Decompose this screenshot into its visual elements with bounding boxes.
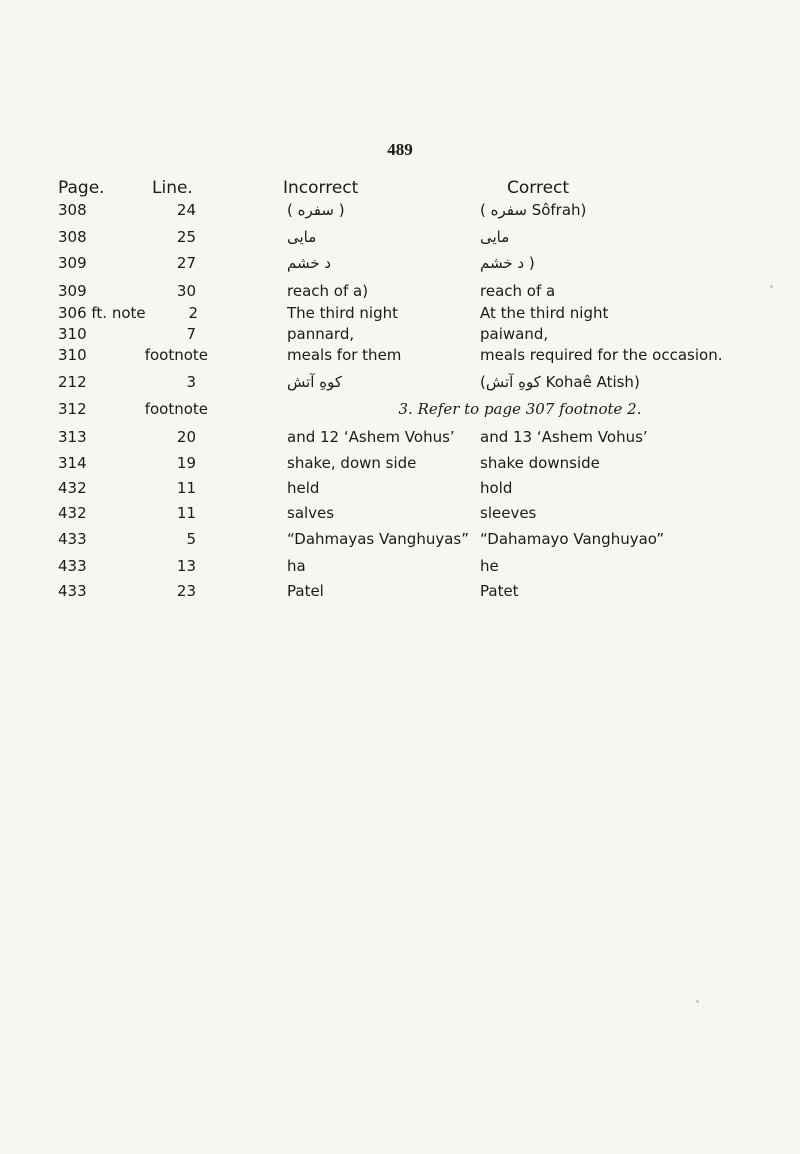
line-cell: footnote	[144, 400, 208, 418]
page-cell: 308	[58, 228, 87, 246]
incorrect-cell: held	[287, 479, 320, 497]
page-cell: 212	[58, 373, 87, 391]
page-cell: 433	[58, 557, 87, 575]
paper-speck	[770, 285, 773, 288]
table-row	[0, 282, 800, 304]
correct-cell: sleeves	[480, 504, 537, 522]
table-row	[0, 504, 800, 526]
page-cell: 432	[58, 479, 87, 497]
line-cell: 5	[186, 530, 196, 548]
correct-cell: “Dahamayo Vanghuyao”	[480, 530, 665, 548]
line-cell: 2	[188, 304, 198, 322]
page-cell: 433	[58, 530, 87, 548]
correct-cell: hold	[480, 479, 513, 497]
table-row	[0, 228, 800, 250]
page-cell: 433	[58, 582, 87, 600]
page-number: 489	[387, 140, 413, 159]
line-cell: 23	[176, 582, 196, 600]
correct-cell: مایی	[480, 228, 510, 246]
page-cell: 313	[58, 428, 87, 446]
line-cell: 3	[186, 373, 196, 391]
incorrect-cell: د خشم	[287, 254, 332, 272]
line-cell: 11	[176, 504, 196, 522]
correct-cell: د خشم )	[480, 254, 535, 272]
incorrect-cell: salves	[287, 504, 335, 522]
table-row	[0, 400, 800, 422]
table-row	[0, 582, 800, 604]
incorrect-cell: “Dahmayas Vanghuyas”	[287, 530, 469, 548]
table-row	[0, 428, 800, 450]
line-cell: 7	[186, 325, 196, 343]
table-row	[0, 346, 800, 368]
correct-cell: paiwand,	[480, 325, 549, 343]
page-cell: 310	[58, 325, 87, 343]
merged-correction-cell: 3. Refer to page 307 footnote 2.	[398, 400, 642, 418]
line-cell: 20	[176, 428, 196, 446]
page-cell: 312	[58, 400, 87, 418]
paper-speck	[696, 1000, 699, 1003]
incorrect-cell: ( سفره )	[287, 201, 345, 219]
correct-cell: At the third night	[480, 304, 609, 322]
incorrect-cell: reach of a)	[287, 282, 369, 300]
incorrect-cell: کوهِ آتش	[287, 373, 342, 391]
table-row	[0, 201, 800, 223]
header-line: Line.	[152, 178, 193, 198]
page-cell: 309	[58, 254, 87, 272]
incorrect-cell: meals for them	[287, 346, 402, 364]
page-cell: 432	[58, 504, 87, 522]
header-page: Page.	[58, 178, 105, 198]
table-row	[0, 454, 800, 476]
page-cell: 308	[58, 201, 87, 219]
page-cell: 314	[58, 454, 87, 472]
table-row	[0, 479, 800, 501]
correct-cell: ( سفره Sôfrah)	[480, 201, 587, 219]
correct-cell: reach of a	[480, 282, 556, 300]
correct-cell: he	[480, 557, 499, 575]
page-cell: 309	[58, 282, 87, 300]
line-cell: 19	[176, 454, 196, 472]
incorrect-cell: Patel	[287, 582, 324, 600]
correct-cell: meals required for the occasion.	[480, 346, 723, 364]
table-row	[0, 254, 800, 276]
line-cell: 30	[176, 282, 196, 300]
correct-cell: shake downside	[480, 454, 600, 472]
table-row	[0, 304, 800, 326]
page-cell: 310	[58, 346, 87, 364]
incorrect-cell: and 12 ‘Ashem Vohus’	[287, 428, 455, 446]
incorrect-cell: shake, down side	[287, 454, 417, 472]
line-cell: 13	[176, 557, 196, 575]
table-row	[0, 557, 800, 579]
line-cell: footnote	[144, 346, 208, 364]
table-row	[0, 530, 800, 552]
correct-cell: (کوهِ آتش Kohaê Atish)	[480, 373, 640, 391]
line-cell: 24	[176, 201, 196, 219]
incorrect-cell: The third night	[287, 304, 398, 322]
line-cell: 27	[176, 254, 196, 272]
table-row	[0, 373, 800, 395]
correct-cell: and 13 ‘Ashem Vohus’	[480, 428, 648, 446]
correct-cell: Patet	[480, 582, 519, 600]
page-cell: 306 ft. note	[58, 304, 146, 322]
incorrect-cell: ha	[287, 557, 306, 575]
line-cell: 11	[176, 479, 196, 497]
incorrect-cell: مایی	[287, 228, 317, 246]
incorrect-cell: pannard,	[287, 325, 355, 343]
header-incorrect: Incorrect	[283, 178, 359, 198]
line-cell: 25	[176, 228, 196, 246]
table-row	[0, 325, 800, 347]
header-correct: Correct	[507, 178, 570, 198]
